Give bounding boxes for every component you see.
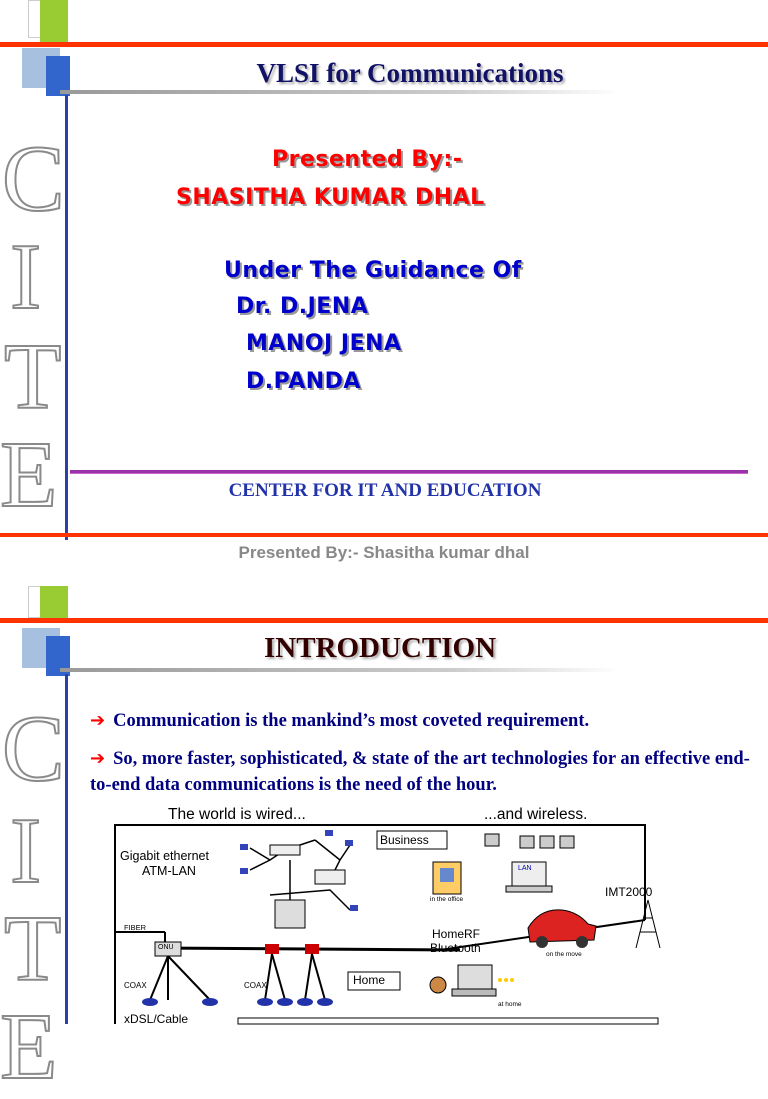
watermark-letter-i: I <box>10 225 42 329</box>
gray-rule <box>60 90 620 94</box>
wireless-label: ...and wireless. <box>484 806 588 823</box>
wireless-computers <box>485 834 574 892</box>
office-label: in the office <box>430 896 464 903</box>
switch-icon <box>315 870 345 884</box>
slide-title <box>0 0 768 540</box>
presenter-footer: Presented By:- Shasitha kumar dhal <box>238 543 530 562</box>
top-red-rule <box>0 42 768 47</box>
left-vertical-rule <box>65 95 68 540</box>
router-icon <box>270 845 300 855</box>
watermark-letter-e: E <box>0 995 58 1099</box>
guide-name: D.PANDA <box>246 369 361 394</box>
antenna-tower-icon <box>636 900 660 948</box>
coax-drops <box>150 954 325 1000</box>
homerf-label: HomeRF <box>432 927 481 941</box>
watermark-letter-c: C <box>2 697 65 801</box>
slide-title-heading: VLSI for Communications <box>256 58 564 88</box>
bullet-item <box>90 746 760 798</box>
corner-square-green <box>40 586 68 622</box>
imt2000-label: IMT2000 <box>605 885 653 899</box>
server-icon <box>275 900 305 928</box>
coax-terminals <box>142 998 333 1006</box>
splitter-node <box>305 944 319 954</box>
home-computer-icon <box>430 965 496 996</box>
institution-name: CENTER FOR IT AND EDUCATION <box>228 480 542 501</box>
watermark-letter-i: I <box>10 799 42 903</box>
arrow-bullet-icon: ➔ <box>90 710 106 731</box>
home-label: Home <box>353 973 386 987</box>
divider-purple <box>70 470 748 474</box>
wireless-dots <box>498 978 514 982</box>
guide-name: MANOJ JENA <box>246 331 402 356</box>
top-red-rule <box>0 618 768 623</box>
fiber-label: FIBER <box>124 923 147 932</box>
move-label: on the move <box>546 951 582 958</box>
presented-by-label: Presented By:- <box>272 147 463 172</box>
bullet-text: So, more faster, sophisticated, & state of the art technologies for an effective end-to-end data communications is the need of the hour. <box>90 749 750 795</box>
splitter-node <box>265 944 279 954</box>
corner-square-green <box>40 0 68 44</box>
coax-label: COAX <box>124 981 147 990</box>
lan-label: LAN <box>518 865 532 872</box>
watermark-letter-t: T <box>4 897 62 1001</box>
gigabit-label: Gigabit ethernet <box>120 849 209 863</box>
onu-label: ONU <box>158 944 174 951</box>
watermark-letter-t: T <box>4 325 62 429</box>
office-window <box>440 868 454 882</box>
arrow-bullet-icon: ➔ <box>90 748 106 769</box>
business-label: Business <box>380 833 429 847</box>
athome-label: at home <box>498 1001 522 1008</box>
watermark-letter-e: E <box>0 423 58 527</box>
caption-box <box>238 1018 658 1024</box>
bullet-text: Communication is the mankind’s most coveted requirement. <box>113 711 590 731</box>
guide-name: Dr. D.JENA <box>236 294 369 319</box>
guidance-label: Under The Guidance Of <box>224 258 522 283</box>
xdsl-label: xDSL/Cable <box>124 1012 189 1026</box>
wired-label: The world is wired... <box>168 806 306 823</box>
introduction-heading: INTRODUCTION <box>263 632 497 664</box>
left-vertical-rule <box>65 674 68 1024</box>
atm-label: ATM-LAN <box>142 864 196 878</box>
bullet-item <box>90 708 760 734</box>
car-icon <box>528 910 596 948</box>
presenter-name: SHASITHA KUMAR DHAL <box>176 185 485 210</box>
bluetooth-label: Bluetooth <box>430 941 481 955</box>
gray-rule <box>60 668 620 672</box>
coax-label: COAX <box>244 981 267 990</box>
slide-separator-red <box>0 533 768 537</box>
watermark-letter-c: C <box>2 127 65 231</box>
